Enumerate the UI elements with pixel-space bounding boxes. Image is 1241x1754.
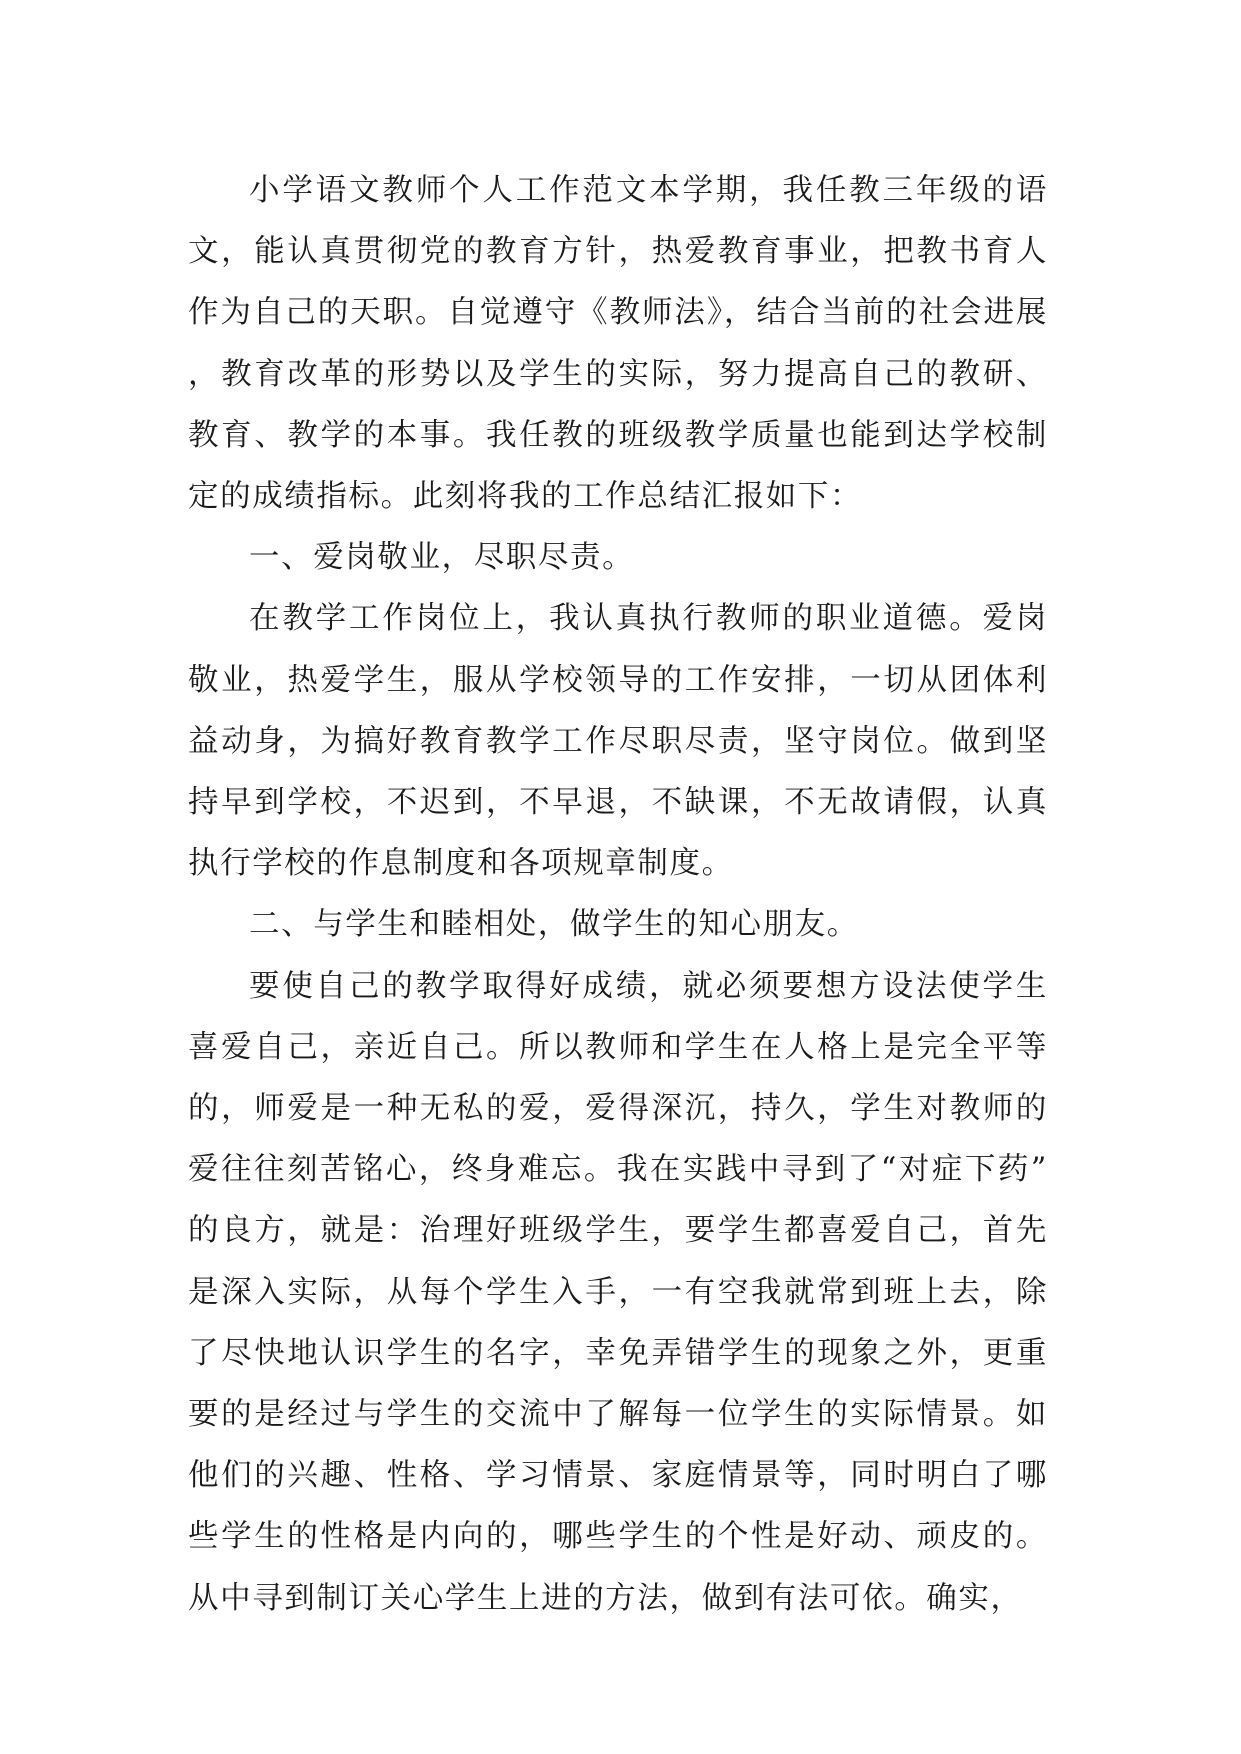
paragraph-section-2: 要使自己的教学取得好成绩，就必须要想方设法使学生喜爱自己，亲近自己。所以教师和学生在人格上是完全平等的，师爱是一种无私的爱，爱得深沉，持久，学生对教师的爱往往刻苦铭心，终身难忘。我在实践中寻到了“对症下药”的良方，就是：治理好班级学生，要学生都喜爱自己，首先是深入实际，从每个学生入手，一有空我就常到班上去，除了尽快地认识学生的名字，幸免弄错学生的现象之外，更重要的是经过与学生的交流中了解每一位学生的实际情景。如他们的兴趣、性格、学习情景、家庭情景等，同时明白了哪些学生的性格是内向的，哪些学生的个性是好动、顽皮的。从中寻到制订关心学生上进的方法，做到有法可依。确实，	[188, 968, 1048, 1616]
section-heading-2: 二、与学生和睦相处，做学生的知心朋友。	[249, 907, 859, 943]
section-heading-1: 一、爱岗敬业，尽职尽责。	[249, 540, 635, 576]
document-body	[188, 160, 1048, 1629]
paragraph-section-1: 在教学工作岗位上，我认真执行教师的职业道德。爱岗敬业，热爱学生，服从学校领导的工作安排，一切从团体利益动身，为搞好教育教学工作尽职尽责，坚守岗位。做到坚持早到学校，不迟到，不早退，不缺课，不无故请假，认真执行学校的作息制度和各项规章制度。	[188, 601, 1048, 882]
paragraph-intro: 小学语文教师个人工作范文本学期，我任教三年级的语文，能认真贯彻党的教育方针，热爱教育事业，把教书育人作为自己的天职。自觉遵守《教师法》，结合当前的社会进展，教育改革的形势以及学生的实际，努力提高自己的教研、教育、教学的本事。我任教的班级教学质量也能到达学校制定的成绩指标。此刻将我的工作总结汇报如下：	[188, 173, 1048, 515]
